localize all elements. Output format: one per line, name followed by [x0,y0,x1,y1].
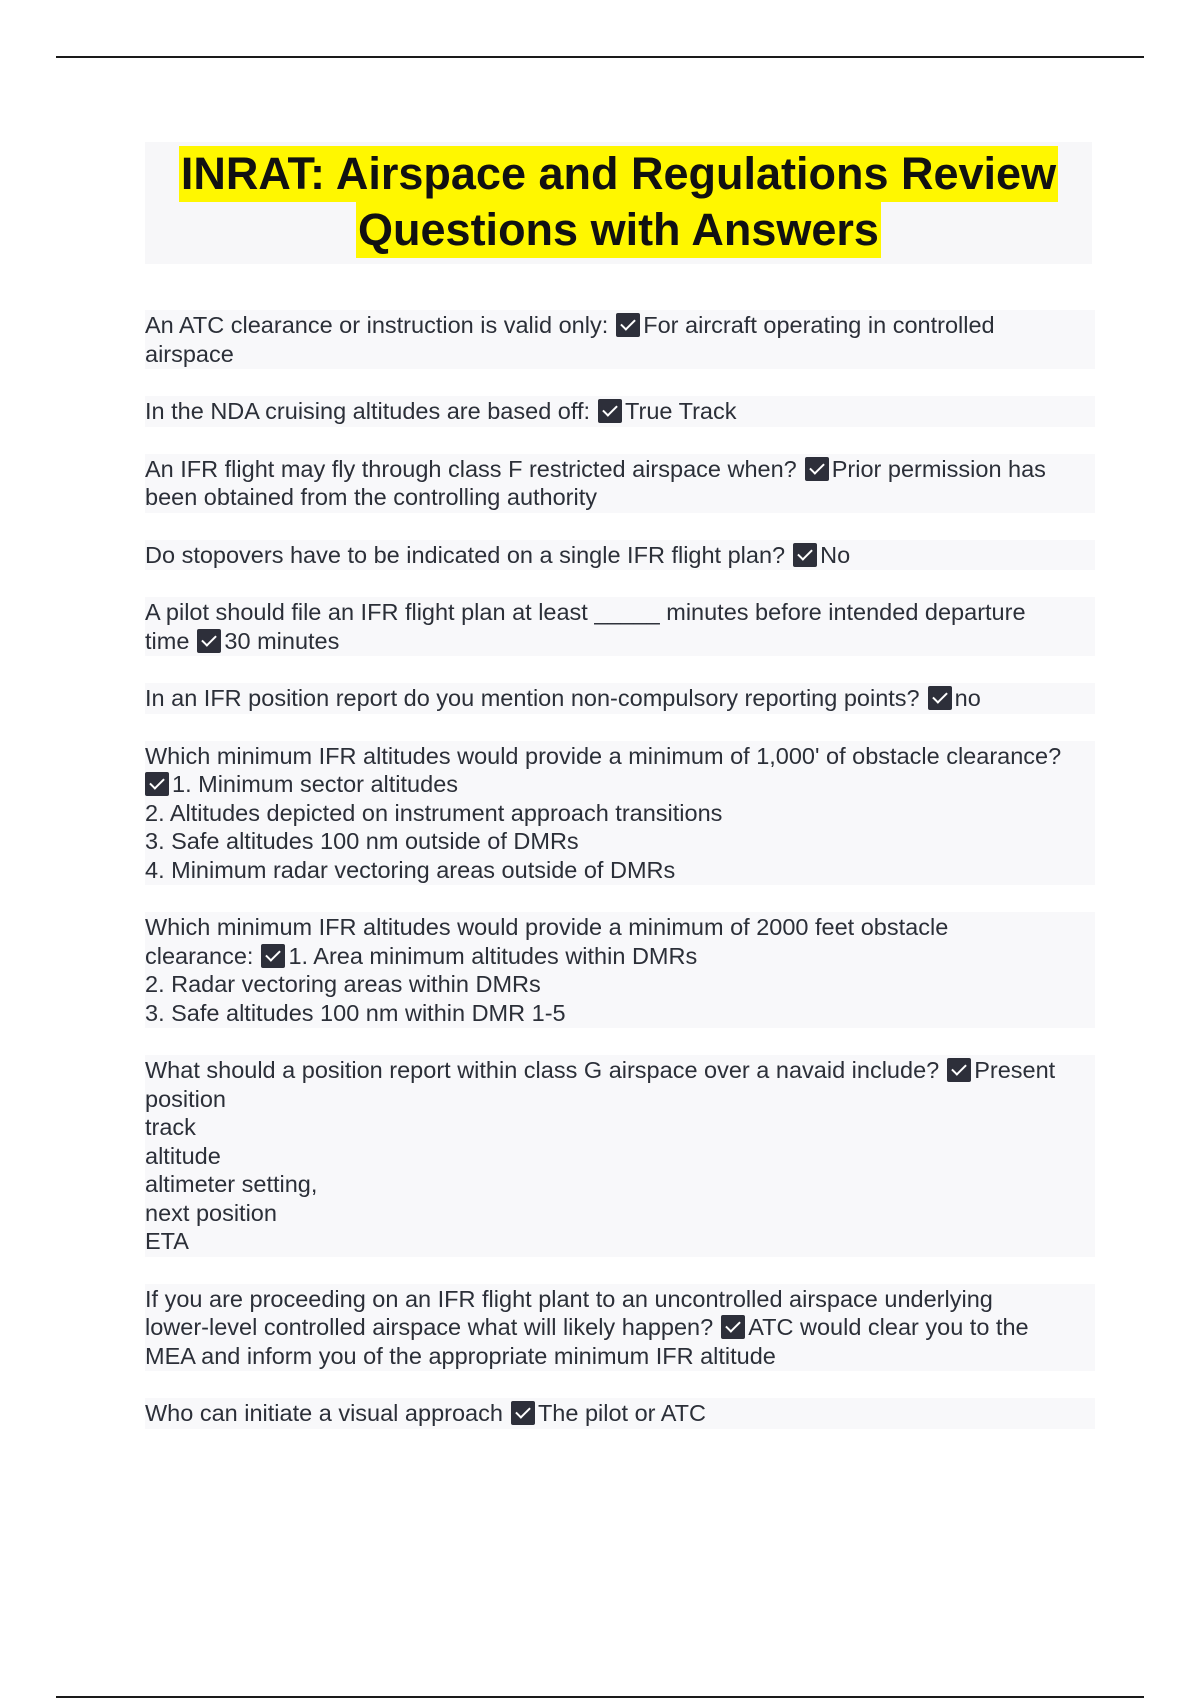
question-text: Do stopovers have to be indicated on a single IFR flight plan? [145,541,786,568]
question-text: clearance: [145,942,254,969]
answer-text: Prior permission has [831,455,1046,482]
document-title [145,142,1092,264]
question-text: time [145,627,190,654]
answer-text: 2. Altitudes depicted on instrument approach transitions [145,799,723,826]
answer-text: altimeter setting, [145,1171,318,1197]
answer-text: track [145,1114,196,1140]
answer-text: 3. Safe altitudes 100 nm within DMR 1-5 [145,999,566,1026]
qa-item [145,597,1095,656]
answer-text: 1. Minimum sector altitudes [172,771,459,797]
answer-text: 30 minutes [224,627,340,654]
answer-text: The pilot or ATC [537,1400,706,1426]
answer-text: 3. Safe altitudes 100 nm outside of DMRs [145,828,579,854]
checkmark-icon [721,1315,745,1339]
bottom-rule [56,1696,1144,1698]
answer-text: No [820,541,851,568]
question-text: If you are proceeding on an IFR flight plant to an uncontrolled airspace underlying [145,1285,993,1312]
question-text: Which minimum IFR altitudes would provide a minimum of 1,000' of obstacle clearance? [145,742,1062,769]
answer-text: For aircraft operating in controlled [643,312,995,338]
question-text: Which minimum IFR altitudes would provide a minimum of 2000 feet obstacle [145,914,949,940]
question-text: lower-level controlled airspace what will likely happen? [145,1314,714,1340]
checkmark-icon [145,772,169,796]
answer-text: been obtained from the controlling authority [145,484,598,510]
question-text: Who can initiate a visual approach [145,1400,503,1426]
answer-text: Present [974,1057,1056,1083]
title-line-2: Questions with Answers [356,202,881,258]
answer-text: no [954,685,981,711]
qa-item [145,1284,1095,1372]
checkmark-icon [598,399,622,423]
checkmark-icon [805,457,829,481]
qa-item [145,1398,1095,1429]
question-text: What should a position report within class G airspace over a navaid include? [145,1057,940,1083]
checkmark-icon [793,543,817,567]
checkmark-icon [616,313,640,337]
qa-item [145,912,1095,1028]
qa-list [145,310,1095,1456]
checkmark-icon [511,1401,535,1425]
qa-item [145,1055,1095,1257]
checkmark-icon [947,1058,971,1082]
answer-text: MEA and inform you of the appropriate minimum IFR altitude [145,1342,776,1369]
qa-item [145,540,1095,571]
checkmark-icon [261,944,285,968]
qa-item [145,683,1095,714]
question-text: In an IFR position report do you mention non-compulsory reporting points? [145,685,920,711]
answer-text: True Track [625,398,737,424]
answer-text: ATC would clear you to the [748,1314,1029,1340]
question-text: In the NDA cruising altitudes are based off: [145,398,591,424]
answer-text: ETA [145,1228,189,1254]
answer-text: 1. Area minimum altitudes within DMRs [288,942,698,969]
qa-item [145,310,1095,369]
answer-text: next position [145,1199,277,1226]
question-text: An ATC clearance or instruction is valid only: [145,312,609,338]
question-text: An IFR flight may fly through class F restricted airspace when? [145,455,797,482]
qa-item [145,396,1095,427]
checkmark-icon [928,686,952,710]
title-line-1: INRAT: Airspace and Regulations Review [179,146,1058,202]
answer-text: 4. Minimum radar vectoring areas outside of DMRs [145,856,676,883]
answer-text: airspace [145,340,234,367]
answer-text: position [145,1085,226,1112]
top-rule [56,56,1144,58]
answer-text: altitude [145,1142,221,1169]
question-text: A pilot should file an IFR flight plan at least _____ minutes before intended departure [145,599,1026,625]
checkmark-icon [197,629,221,653]
answer-text: 2. Radar vectoring areas within DMRs [145,971,541,997]
qa-item [145,454,1095,513]
qa-item [145,741,1095,886]
